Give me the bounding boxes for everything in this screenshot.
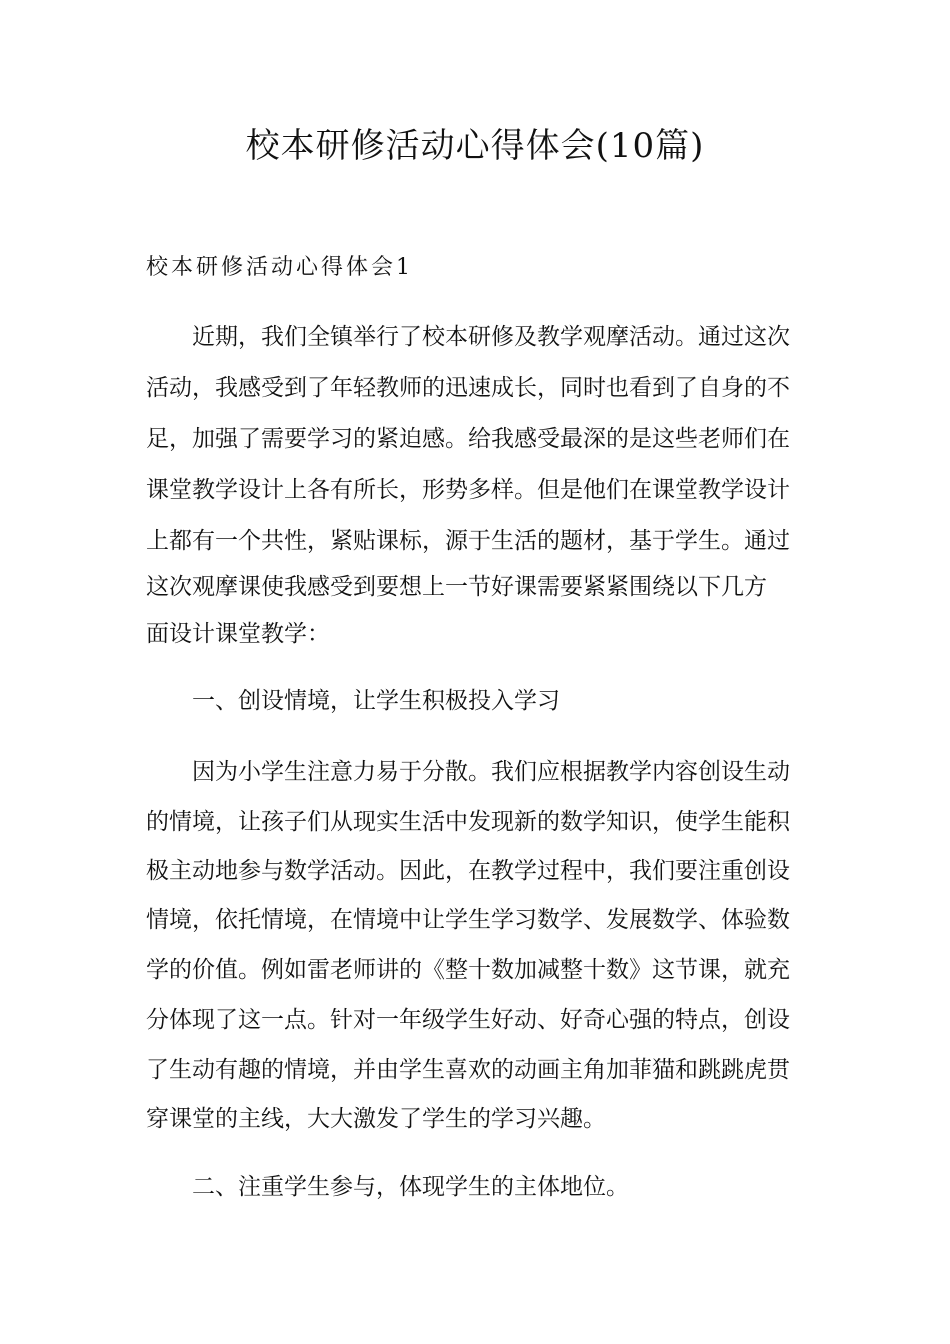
- paragraph2-line: 穿课堂的主线，大大激发了学生的学习兴趣。: [146, 1106, 606, 1132]
- paragraph1-line: 近期，我们全镇举行了校本研修及教学观摩活动。通过这次: [192, 324, 790, 350]
- paragraph2-line: 了生动有趣的情境，并由学生喜欢的动画主角加菲猫和跳跳虎贯: [146, 1057, 790, 1083]
- paragraph2-line: 极主动地参与数学活动。因此，在教学过程中，我们要注重创设: [146, 858, 790, 884]
- paragraph2-line: 学的价值。例如雷老师讲的《整十数加减整十数》这节课，就充: [146, 957, 790, 983]
- paragraph2-line: 的情境，让孩子们从现实生活中发现新的数学知识，使学生能积: [146, 809, 790, 835]
- paragraph1-line: 这次观摩课使我感受到要想上一节好课需要紧紧围绕以下几方: [146, 574, 767, 600]
- paragraph1-line: 活动，我感受到了年轻教师的迅速成长，同时也看到了自身的不: [146, 375, 790, 401]
- paragraph2-line: 情境，依托情境，在情境中让学生学习数学、发展数学、体验数: [146, 907, 790, 933]
- paragraph1-line: 面设计课堂教学：: [146, 621, 330, 647]
- point1-heading: 一、创设情境，让学生积极投入学习: [192, 688, 560, 714]
- point2-heading: 二、注重学生参与，体现学生的主体地位。: [192, 1174, 629, 1200]
- section-heading: 校本研修活动心得体会1: [146, 255, 413, 280]
- paragraph1-line: 足，加强了需要学习的紧迫感。给我感受最深的是这些老师们在: [146, 426, 790, 452]
- document-title: 校本研修活动心得体会(10篇): [245, 126, 705, 166]
- paragraph1-line: 课堂教学设计上各有所长，形势多样。但是他们在课堂教学设计: [146, 477, 790, 503]
- paragraph1-line: 上都有一个共性，紧贴课标，源于生活的题材，基于学生。通过: [146, 528, 790, 554]
- paragraph2-line: 分体现了这一点。针对一年级学生好动、好奇心强的特点，创设: [146, 1007, 790, 1033]
- paragraph2-line: 因为小学生注意力易于分散。我们应根据教学内容创设生动: [192, 759, 790, 785]
